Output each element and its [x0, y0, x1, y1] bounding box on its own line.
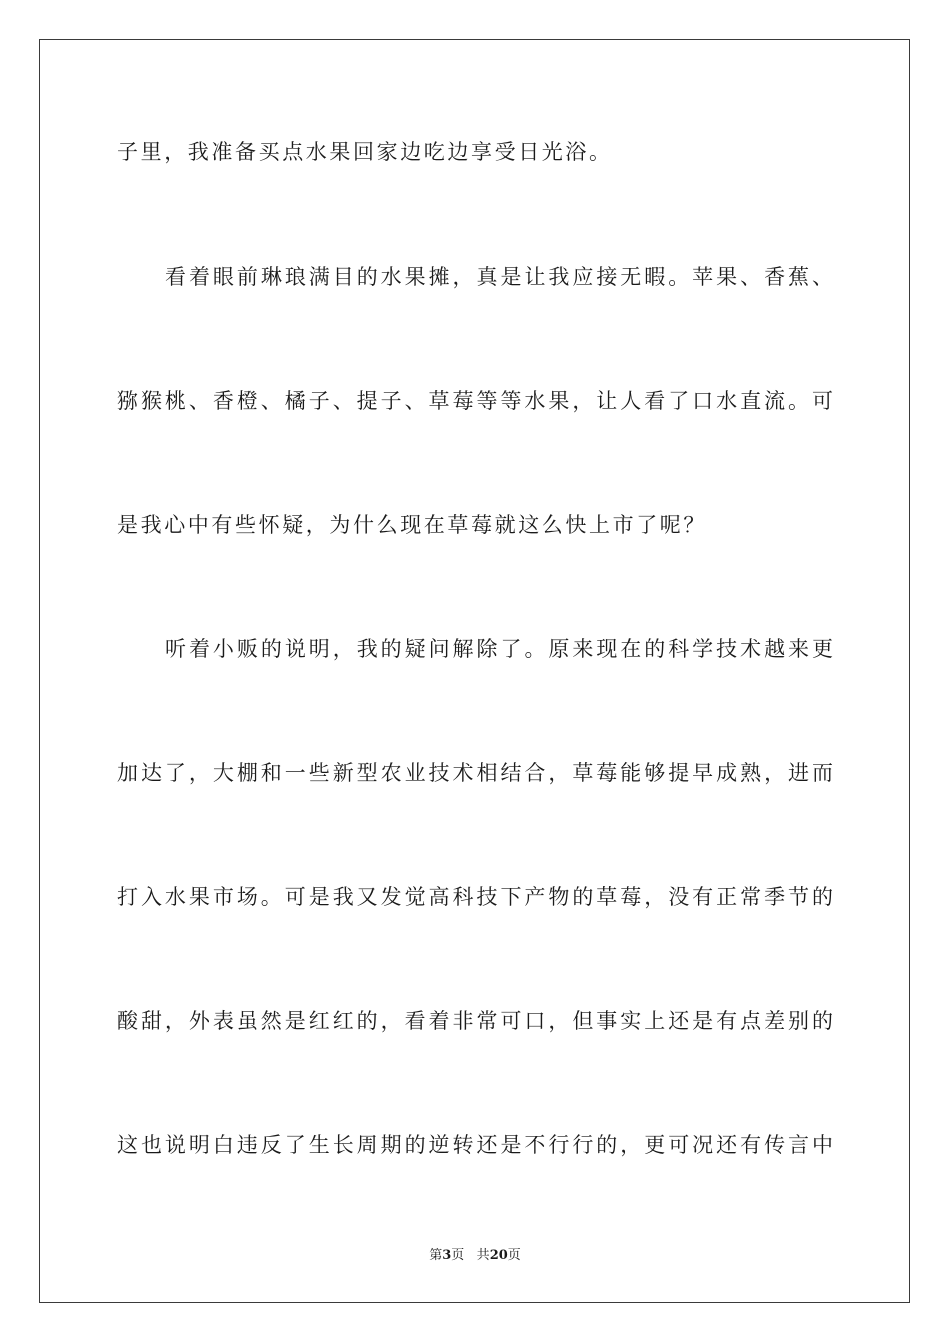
footer-total-suffix: 页	[507, 1248, 521, 1263]
body-text-line: 这也说明白违反了生长周期的逆转还是不行行的，更可况还有传言中	[117, 1133, 833, 1157]
body-text-line: 看着眼前琳琅满目的水果摊，真是让我应接无暇。苹果、香蕉、	[165, 265, 833, 289]
body-text-line: 子里，我准备买点水果回家边吃边享受日光浴。	[117, 140, 613, 164]
body-text-line: 猕猴桃、香橙、橘子、提子、草莓等等水果，让人看了口水直流。可	[117, 389, 833, 413]
body-text-line: 听着小贩的说明，我的疑问解除了。原来现在的科学技术越来更	[165, 637, 833, 661]
page-border	[39, 39, 910, 1303]
footer-page-number: 3	[442, 1248, 452, 1263]
footer-total-prefix: 共	[476, 1248, 490, 1263]
footer-total-number: 20	[489, 1248, 508, 1263]
page-footer	[0, 1247, 950, 1265]
body-text-line: 加达了，大棚和一些新型农业技术相结合，草莓能够提早成熟，进而	[117, 761, 833, 785]
body-text-line: 酸甜，外表虽然是红红的，看着非常可口，但事实上还是有点差别的	[117, 1009, 833, 1033]
footer-page-suffix: 页	[451, 1248, 465, 1263]
footer-page-prefix: 第	[429, 1248, 443, 1263]
body-text-line: 是我心中有些怀疑，为什么现在草莓就这么快上市了呢？	[117, 513, 707, 537]
body-text-line: 打入水果市场。可是我又发觉高科技下产物的草莓，没有正常季节的	[117, 885, 833, 909]
